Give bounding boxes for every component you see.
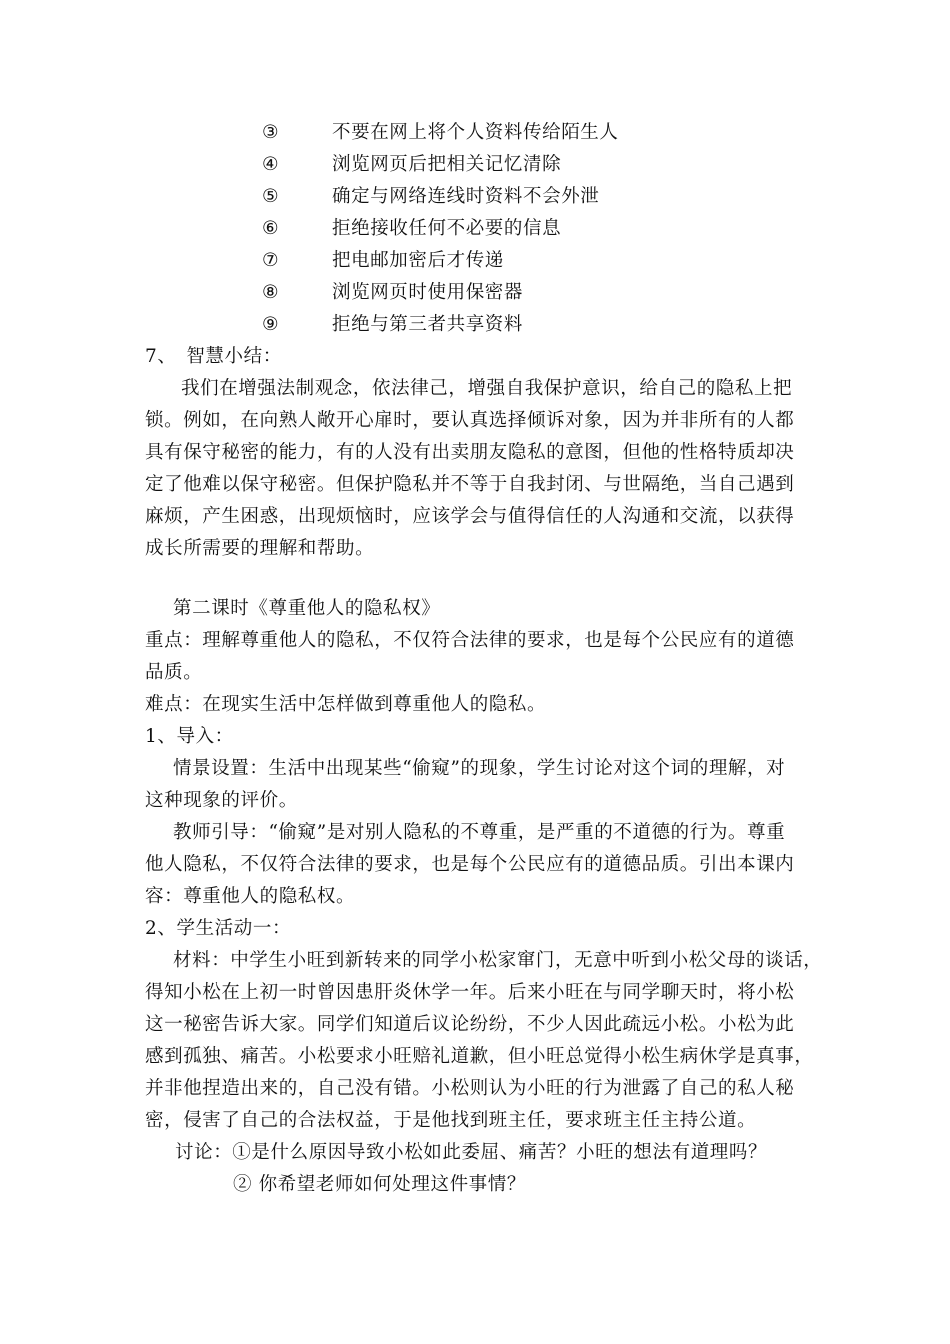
discussion-question-2: ② 你希望老师如何处理这件事情？ — [233, 1174, 526, 1195]
list-item-number: ⑧ — [262, 282, 280, 303]
summary-paragraph-line: 定了他难以保守秘密。但保护隐私并不等于自我封闭、与世隔绝，当自己遇到 — [145, 474, 795, 495]
teacher-guide-line: 容：尊重他人的隐私权。 — [145, 886, 356, 907]
discussion-question-1: 讨论：①是什么原因导致小松如此委屈、痛苦？小旺的想法有道理吗？ — [175, 1142, 768, 1163]
material-line: 密，侵害了自己的合法权益，于是他找到班主任，要求班主任主持公道。 — [145, 1110, 757, 1131]
list-item-number: ⑦ — [262, 250, 280, 271]
list-item-number: ⑤ — [262, 186, 280, 207]
key-point-line: 品质。 — [145, 662, 203, 683]
list-item-text: 浏览网页时使用保密器 — [332, 282, 524, 303]
scenario-line: 情景设置：生活中出现某些“偷窥”的现象，学生讨论对这个词的理解，对 — [173, 758, 786, 779]
material-line: 材料：中学生小旺到新转来的同学小松家窜门，无意中听到小松父母的谈话， — [173, 950, 823, 971]
list-item-text: 把电邮加密后才传递 — [332, 250, 504, 271]
intro-heading: 1、导入： — [145, 726, 234, 747]
difficulty-line: 难点：在现实生活中怎样做到尊重他人的隐私。 — [145, 694, 547, 715]
summary-paragraph-line: 我们在增强法制观念，依法律己，增强自我保护意识，给自己的隐私上把 — [181, 378, 793, 399]
list-item-text: 拒绝与第三者共享资料 — [332, 314, 524, 335]
summary-heading: 7、 智慧小结： — [145, 346, 282, 367]
list-item-number: ④ — [262, 154, 280, 175]
teacher-guide-line: 教师引导：“偷窥”是对别人隐私的不尊重，是严重的不道德的行为。尊重 — [173, 822, 786, 843]
lesson-title: 第二课时《尊重他人的隐私权》 — [173, 598, 441, 619]
summary-paragraph-line: 成长所需要的理解和帮助。 — [145, 538, 375, 559]
list-item-text: 拒绝接收任何不必要的信息 — [332, 218, 562, 239]
list-item-number: ⑥ — [262, 218, 280, 239]
material-line: 得知小松在上初一时曾因患肝炎休学一年。后来小旺在与同学聊天时，将小松 — [145, 982, 795, 1003]
material-line: 感到孤独、痛苦。小松要求小旺赔礼道歉，但小旺总觉得小松生病休学是真事， — [145, 1046, 814, 1067]
summary-paragraph-line: 具有保守秘密的能力，有的人没有出卖朋友隐私的意图，但他的性格特质却决 — [145, 442, 795, 463]
summary-paragraph-line: 锁。例如，在向熟人敞开心扉时，要认真选择倾诉对象，因为并非所有的人都 — [145, 410, 795, 431]
list-item-text: 确定与网络连线时资料不会外泄 — [332, 186, 600, 207]
list-item-text: 不要在网上将个人资料传给陌生人 — [332, 122, 619, 143]
summary-paragraph-line: 麻烦，产生困惑，出现烦恼时，应该学会与值得信任的人沟通和交流，以获得 — [145, 506, 795, 527]
activity-heading: 2、学生活动一： — [145, 918, 292, 939]
list-item-number: ③ — [262, 122, 280, 143]
list-item-text: 浏览网页后把相关记忆清除 — [332, 154, 562, 175]
list-item-number: ⑨ — [262, 314, 280, 335]
material-line: 这一秘密告诉大家。同学们知道后议论纷纷，不少人因此疏远小松。小松为此 — [145, 1014, 795, 1035]
teacher-guide-line: 他人隐私，不仅符合法律的要求，也是每个公民应有的道德品质。引出本课内 — [145, 854, 795, 875]
material-line: 并非他捏造出来的，自己没有错。小松则认为小旺的行为泄露了自己的私人秘 — [145, 1078, 795, 1099]
key-point-line: 重点：理解尊重他人的隐私，不仅符合法律的要求，也是每个公民应有的道德 — [145, 630, 795, 651]
scenario-line: 这种现象的评价。 — [145, 790, 298, 811]
